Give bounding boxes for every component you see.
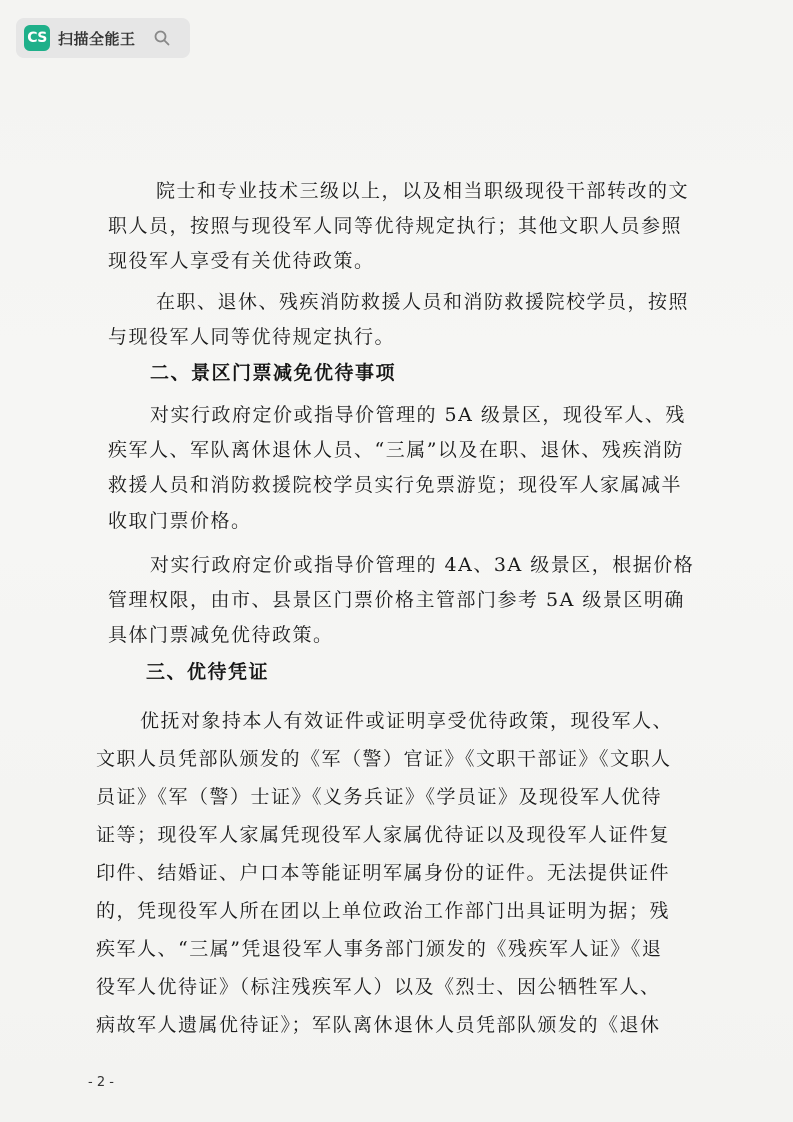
paragraph-line: 职人员，按照与现役军人同等优待规定执行；其他文职人员参照	[108, 215, 683, 237]
paragraph-line: 收取门票价格。	[108, 510, 252, 532]
paragraph-line: 病故军人遗属优待证》；军队离休退休人员凭部队颁发的《退休	[96, 1014, 661, 1036]
paragraph-line: 证等；现役军人家属凭现役军人家属优待证以及现役军人证件复	[96, 824, 671, 846]
paragraph-line: 对实行政府定价或指导价管理的 4A、3A 级景区，根据价格	[150, 554, 695, 576]
paragraph-line: 对实行政府定价或指导价管理的 5A 级景区，现役军人、残	[150, 404, 686, 426]
paragraph-line: 役军人优待证》（标注残疾军人）以及《烈士、因公牺牲军人、	[96, 976, 661, 998]
page-number: - 2 -	[88, 1075, 114, 1090]
paragraph-line: 救援人员和消防救援院校学员实行免票游览；现役军人家属减半	[108, 474, 683, 496]
paragraph-line: 在职、退休、残疾消防救援人员和消防救援院校学员，按照	[156, 291, 690, 313]
scanner-app-badge[interactable]	[16, 18, 190, 58]
paragraph-line: 与现役军人同等优待规定执行。	[108, 326, 396, 348]
paragraph-line: 印件、结婚证、户口本等能证明军属身份的证件。无法提供证件	[96, 862, 671, 884]
section-heading: 二、景区门票减免优待事项	[150, 362, 397, 384]
paragraph-line: 疾军人、军队离休退休人员、“三属”以及在职、退休、残疾消防	[108, 439, 684, 461]
search-icon[interactable]	[154, 29, 172, 47]
paragraph-line: 文职人员凭部队颁发的《军（警）官证》《文职干部证》《文职人	[96, 748, 672, 770]
paragraph-line: 院士和专业技术三级以上，以及相当职级现役干部转改的文	[156, 180, 690, 202]
paragraph-line: 现役军人享受有关优待政策。	[108, 250, 375, 272]
paragraph-line: 优抚对象持本人有效证件或证明享受优待政策，现役军人、	[140, 710, 674, 732]
paragraph-line: 具体门票减免优待政策。	[108, 624, 334, 646]
paragraph-line: 员证》《军（警）士证》《义务兵证》《学员证》及现役军人优待	[96, 786, 663, 808]
paragraph-line: 的，凭现役军人所在团以上单位政治工作部门出具证明为据；残	[96, 900, 671, 922]
paragraph-line: 疾军人、“三属”凭退役军人事务部门颁发的《残疾军人证》《退	[96, 938, 663, 960]
app-name: 扫描全能王	[58, 29, 136, 48]
cs-logo-icon: CS	[24, 25, 50, 51]
section-heading: 三、优待凭证	[146, 661, 270, 683]
paragraph-line: 管理权限，由市、县景区门票价格主管部门参考 5A 级景区明确	[108, 589, 685, 611]
